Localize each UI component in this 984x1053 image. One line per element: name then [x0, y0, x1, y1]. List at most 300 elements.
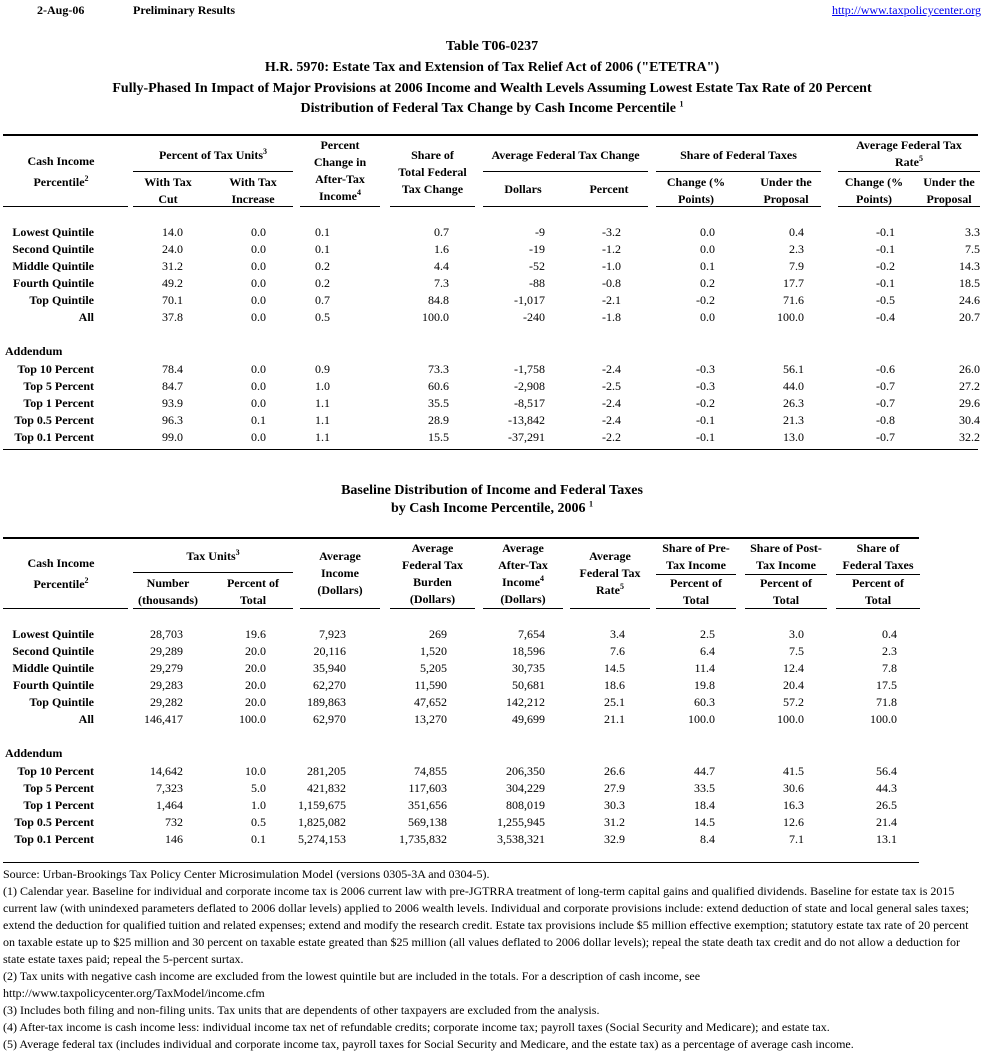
cell-rate-under-proposal: 20.7	[959, 310, 980, 324]
table-row	[0, 309, 984, 326]
cell-avg-tax-burden: 1,735,832	[399, 832, 447, 846]
col-with-tax-increase: With Tax Increase	[229, 175, 277, 206]
cell-avg-change-percent: -2.4	[602, 396, 621, 410]
cell-avg-change-percent: -1.2	[602, 242, 621, 256]
cell-number: 146,417	[144, 712, 183, 726]
cell-avg-after-tax-income: 50,681	[512, 678, 545, 692]
baseline-top-rule	[3, 537, 919, 539]
cell-rate-change-points: -0.1	[876, 276, 895, 290]
cell-avg-change-dollars: -13,842	[508, 413, 545, 427]
cell-avg-tax-burden: 269	[429, 627, 447, 641]
cell-pct-change-after-tax: 0.9	[315, 362, 330, 376]
row-label: Middle Quintile	[12, 259, 94, 273]
col-group-tax-units: Percent of Tax Units$^3$	[158, 147, 268, 162]
cell-share-pretax: 8.4	[700, 832, 715, 846]
cell-rate-under-proposal: 32.2	[959, 430, 980, 444]
cell-rate-under-proposal: 24.6	[959, 293, 980, 307]
cell-rate-change-points: -0.6	[876, 362, 895, 376]
row-label: Top 1 Percent	[23, 798, 94, 812]
cell-pct-change-after-tax: 1.1	[315, 396, 330, 410]
cell-with-tax-increase: 0.0	[251, 276, 266, 290]
cell-avg-change-dollars: -19	[529, 242, 545, 256]
cell-with-tax-cut: 93.9	[162, 396, 183, 410]
col-dollars: Dollars	[504, 182, 542, 196]
col-pct-change-after-tax: Percent Change in After-Tax Income$^4$	[313, 138, 367, 203]
cell-share-pretax: 60.3	[694, 695, 715, 709]
cell-avg-change-percent: -2.2	[602, 430, 621, 444]
cell-avg-change-percent: -1.8	[602, 310, 621, 324]
row-label: Top Quintile	[29, 695, 94, 709]
cell-share-total-change: 4.4	[434, 259, 449, 273]
cell-avg-change-percent: -0.8	[602, 276, 621, 290]
cell-avg-income: 1,825,082	[298, 815, 346, 829]
table-row	[0, 429, 984, 446]
cell-rate-change-points: -0.1	[876, 242, 895, 256]
cell-share-fed-taxes: 100.0	[870, 712, 897, 726]
footnote: (3) Includes both filing and non-filing units. Tax units that are dependents of other taxpayers are excluded from the analysis.	[3, 1003, 600, 1017]
table-row	[0, 626, 984, 643]
cell-share-posttax: 30.6	[783, 781, 804, 795]
cell-pct-change-after-tax: 0.2	[315, 276, 330, 290]
cell-avg-tax-rate: 26.6	[604, 764, 625, 778]
cell-with-tax-increase: 0.0	[251, 225, 266, 239]
cell-with-tax-cut: 99.0	[162, 430, 183, 444]
cell-avg-income: 62,270	[313, 678, 346, 692]
table-row	[0, 711, 984, 728]
cell-share-change-points: -0.1	[696, 413, 715, 427]
cell-percent-of-total: 20.0	[245, 661, 266, 675]
cell-share-change-points: 0.0	[700, 242, 715, 256]
cell-percent-of-total: 1.0	[251, 798, 266, 812]
table-row	[0, 395, 984, 412]
cell-avg-after-tax-income: 304,229	[506, 781, 545, 795]
cell-number: 29,289	[150, 644, 183, 658]
addendum-label: Addendum	[5, 746, 63, 760]
col-avg-tax-burden: Average Federal Tax Burden (Dollars)	[401, 541, 463, 606]
col-group-tax-units: Tax Units$^3$	[186, 548, 240, 563]
cell-rate-change-points: -0.4	[876, 310, 895, 324]
cell-avg-tax-burden: 13,270	[414, 712, 447, 726]
row-label: Top 5 Percent	[23, 379, 94, 393]
cell-rate-change-points: -0.5	[876, 293, 895, 307]
cell-share-fed-taxes: 21.4	[876, 815, 897, 829]
cell-share-total-change: 15.5	[428, 430, 449, 444]
col-group-avg-change: Average Federal Tax Change	[491, 148, 640, 162]
cell-pct-change-after-tax: 1.1	[315, 430, 330, 444]
row-label: Top 0.1 Percent	[14, 430, 94, 444]
cell-percent-of-total: 20.0	[245, 644, 266, 658]
cell-avg-tax-rate: 14.5	[604, 661, 625, 675]
footnote: (4) After-tax income is cash income less: individual income tax net of refundable credits; corporate income tax; payroll taxes (Social Security and Medicare); and estate tax.	[3, 1020, 830, 1034]
row-label: All	[78, 712, 94, 726]
cell-avg-income: 62,970	[313, 712, 346, 726]
row-label: Top 5 Percent	[23, 781, 94, 795]
cell-with-tax-cut: 14.0	[162, 225, 183, 239]
row-label: Top 0.5 Percent	[14, 815, 94, 829]
cell-share-posttax: 41.5	[783, 764, 804, 778]
cell-share-pretax: 19.8	[694, 678, 715, 692]
table-row	[0, 241, 984, 258]
cell-share-pretax: 18.4	[694, 798, 715, 812]
addendum-label: Addendum	[5, 344, 63, 358]
cell-rate-change-points: -0.8	[876, 413, 895, 427]
cell-avg-tax-rate: 27.9	[604, 781, 625, 795]
cell-percent-of-total: 0.5	[251, 815, 266, 829]
cell-share-posttax: 16.3	[783, 798, 804, 812]
cell-avg-tax-burden: 5,205	[420, 661, 447, 675]
cell-share-under-proposal: 0.4	[789, 225, 804, 239]
cell-share-change-points: -0.2	[696, 293, 715, 307]
cell-avg-change-dollars: -240	[523, 310, 545, 324]
cell-avg-income: 189,863	[307, 695, 346, 709]
row-label: Lowest Quintile	[12, 627, 94, 641]
row-label: Top 1 Percent	[23, 396, 94, 410]
cell-share-under-proposal: 56.1	[783, 362, 804, 376]
row-label: Top Quintile	[29, 293, 94, 307]
col-number: Number (thousands)	[137, 576, 199, 607]
row-label: Second Quintile	[12, 242, 94, 256]
cell-percent-of-total: 19.6	[245, 627, 266, 641]
cell-with-tax-cut: 31.2	[162, 259, 183, 273]
cell-share-under-proposal: 2.3	[789, 242, 804, 256]
cell-avg-income: 5,274,153	[298, 832, 346, 846]
cell-share-posttax: 20.4	[783, 678, 804, 692]
col-percent: Percent	[589, 182, 629, 196]
cell-with-tax-increase: 0.0	[251, 362, 266, 376]
cell-avg-tax-burden: 351,656	[408, 798, 447, 812]
row-label: All	[78, 310, 94, 324]
cell-share-pretax: 14.5	[694, 815, 715, 829]
cell-pct-change-after-tax: 0.2	[315, 259, 330, 273]
cell-avg-change-percent: -2.5	[602, 379, 621, 393]
cell-avg-change-percent: -2.4	[602, 362, 621, 376]
cell-avg-tax-burden: 569,138	[408, 815, 447, 829]
cell-number: 7,323	[156, 781, 183, 795]
col-avg-income: Average Income (Dollars)	[317, 549, 363, 597]
cell-avg-income: 20,116	[313, 644, 346, 658]
cell-with-tax-cut: 96.3	[162, 413, 183, 427]
col-share-posttax-income: Share of Post- Tax Income	[750, 541, 822, 572]
col-share-pretax-income: Share of Pre- Tax Income	[662, 541, 730, 572]
cell-percent-of-total: 20.0	[245, 678, 266, 692]
cell-number: 1,464	[156, 798, 183, 812]
col-group-avg-rate: Average Federal Tax Rate$^5$	[856, 138, 962, 169]
table-row	[0, 694, 984, 711]
table-row	[0, 814, 984, 831]
cell-avg-after-tax-income: 808,019	[506, 798, 545, 812]
cell-with-tax-cut: 70.1	[162, 293, 183, 307]
cell-avg-change-dollars: -52	[529, 259, 545, 273]
cell-percent-of-total: 10.0	[245, 764, 266, 778]
cell-pct-change-after-tax: 1.1	[315, 413, 330, 427]
cell-share-pretax: 100.0	[688, 712, 715, 726]
cell-with-tax-cut: 37.8	[162, 310, 183, 324]
footnotes	[3, 866, 978, 1053]
cell-share-posttax: 3.0	[789, 627, 804, 641]
table-row	[0, 797, 984, 814]
cell-avg-tax-rate: 18.6	[604, 678, 625, 692]
cell-share-change-points: -0.3	[696, 379, 715, 393]
cell-avg-tax-burden: 117,603	[408, 781, 447, 795]
cell-share-fed-taxes: 71.8	[876, 695, 897, 709]
cell-rate-change-points: -0.2	[876, 259, 895, 273]
table-subtitle: Fully-Phased In Impact of Major Provisions at 2006 Income and Wealth Levels Assuming Lowest Estate Tax Rate of 20 Percent	[112, 81, 872, 96]
cell-share-fed-taxes: 56.4	[876, 764, 897, 778]
col-rate-change-points: Change (% Points)	[844, 175, 904, 206]
cell-share-fed-taxes: 26.5	[876, 798, 897, 812]
cell-avg-after-tax-income: 3,538,321	[497, 832, 545, 846]
table-row	[0, 361, 984, 378]
table-row	[0, 412, 984, 429]
cell-share-total-change: 100.0	[422, 310, 449, 324]
cell-pct-change-after-tax: 0.1	[315, 225, 330, 239]
cell-share-posttax: 12.4	[783, 661, 804, 675]
cell-number: 732	[165, 815, 183, 829]
cell-avg-income: 1,159,675	[298, 798, 346, 812]
cell-avg-income: 35,940	[313, 661, 346, 675]
cell-rate-change-points: -0.7	[876, 430, 895, 444]
cell-rate-under-proposal: 7.5	[965, 242, 980, 256]
col-share-fed-taxes: Share of Federal Taxes	[842, 541, 914, 572]
cell-avg-tax-burden: 47,652	[414, 695, 447, 709]
table-row	[0, 378, 984, 395]
cell-share-under-proposal: 21.3	[783, 413, 804, 427]
cell-with-tax-cut: 84.7	[162, 379, 183, 393]
tpc-link[interactable]: http://www.taxpolicycenter.org	[832, 3, 981, 17]
cell-share-posttax: 7.1	[789, 832, 804, 846]
cell-share-change-points: -0.2	[696, 396, 715, 410]
col-percentile: Cash Income Percentile$^2$	[27, 154, 95, 189]
footnote: (5) Average federal tax (includes individual and corporate income tax, payroll taxes for Social Security and Medicare, and the estate tax) as a percentage of average cash income.	[3, 1037, 854, 1051]
table-row	[0, 831, 984, 848]
cell-share-posttax: 100.0	[777, 712, 804, 726]
col-percentile: Cash Income Percentile$^2$	[27, 556, 95, 591]
cell-share-fed-taxes: 44.3	[876, 781, 897, 795]
group-underline	[133, 171, 293, 172]
cell-avg-tax-burden: 11,590	[414, 678, 447, 692]
page-header	[0, 3, 984, 19]
cell-share-pretax: 11.4	[694, 661, 715, 675]
cell-share-pretax: 44.7	[694, 764, 715, 778]
table-row	[0, 292, 984, 309]
cell-rate-under-proposal: 27.2	[959, 379, 980, 393]
cell-share-total-change: 73.3	[428, 362, 449, 376]
cell-avg-change-dollars: -88	[529, 276, 545, 290]
table-number: Table T06-0237	[445, 39, 539, 54]
cell-share-total-change: 60.6	[428, 379, 449, 393]
cell-rate-under-proposal: 3.3	[965, 225, 980, 239]
cell-with-tax-increase: 0.0	[251, 379, 266, 393]
cell-percent-of-total: 100.0	[239, 712, 266, 726]
cell-with-tax-increase: 0.0	[251, 396, 266, 410]
table-row	[0, 677, 984, 694]
cell-with-tax-increase: 0.0	[251, 293, 266, 307]
footnote: (1) Calendar year. Baseline for individual and corporate income tax is 2006 current law with pre-JGTRRA treatment of long-term capital gains and qualified dividends. Baseline for estate tax is 2015 current law (with unindexed parameters deflated to 2006 dollar levels) applied to 2006 wealth levels. Individual and corporate provisions include: extend deduction of state and local general sales taxes; extend the deduction for qualified tuition and related expenses; extend and modify the research credit. Estate tax provisions include $5 million effective exemption; statutory estate tax rate of 20 percent on taxable estate up to $25 million and 30 percent on taxable estate greated than $25 million (all values deflated to 2006 dollar levels); repeal the state death tax credit and do not allow a deduction for state estate taxes paid; repeal the 5-percent surtax.	[3, 884, 970, 966]
cell-pct-change-after-tax: 0.7	[315, 293, 330, 307]
footnote: (2) Tax units with negative cash income are excluded from the lowest quintile but are included in the totals. For a description of cash income, see	[3, 969, 701, 983]
cell-share-change-points: 0.1	[700, 259, 715, 273]
cell-with-tax-cut: 24.0	[162, 242, 183, 256]
cell-share-pretax: 6.4	[700, 644, 715, 658]
cell-avg-after-tax-income: 206,350	[506, 764, 545, 778]
cell-avg-change-dollars: -2,908	[514, 379, 545, 393]
report-status: Preliminary Results	[133, 3, 236, 17]
cell-share-under-proposal: 100.0	[777, 310, 804, 324]
cell-share-total-change: 84.8	[428, 293, 449, 307]
cell-avg-income: 421,832	[307, 781, 346, 795]
col-share-total-change: Share of Total Federal Tax Change	[398, 148, 467, 196]
table-top-rule	[3, 134, 978, 136]
cell-pct-change-after-tax: 0.1	[315, 242, 330, 256]
cell-with-tax-cut: 49.2	[162, 276, 183, 290]
cell-share-pretax: 2.5	[700, 627, 715, 641]
col-share-change-points: Change (% Points)	[666, 175, 726, 206]
cell-with-tax-increase: 0.0	[251, 259, 266, 273]
cell-share-total-change: 1.6	[434, 242, 449, 256]
table-row	[0, 643, 984, 660]
cell-avg-change-percent: -2.1	[602, 293, 621, 307]
footnote: http://www.taxpolicycenter.org/TaxModel/income.cfm	[3, 986, 265, 1000]
cell-share-posttax: 12.6	[783, 815, 804, 829]
cell-rate-under-proposal: 26.0	[959, 362, 980, 376]
cell-avg-tax-rate: 32.9	[604, 832, 625, 846]
cell-with-tax-cut: 78.4	[162, 362, 183, 376]
cell-percent-of-total: 5.0	[251, 781, 266, 795]
cell-number: 29,282	[150, 695, 183, 709]
cell-share-change-points: 0.2	[700, 276, 715, 290]
cell-share-fed-taxes: 0.4	[882, 627, 897, 641]
cell-avg-income: 7,923	[319, 627, 346, 641]
table-bottom-rule	[3, 449, 978, 450]
baseline-title: Baseline Distribution of Income and Federal Taxes	[341, 483, 643, 498]
cell-avg-tax-rate: 7.6	[610, 644, 625, 658]
cell-avg-after-tax-income: 1,255,945	[497, 815, 545, 829]
cell-share-under-proposal: 17.7	[783, 276, 804, 290]
cell-percent-of-total: 20.0	[245, 695, 266, 709]
cell-rate-under-proposal: 18.5	[959, 276, 980, 290]
cell-share-posttax: 7.5	[789, 644, 804, 658]
col-rate-under-proposal: Under the Proposal	[923, 175, 975, 206]
cell-with-tax-increase: 0.0	[251, 242, 266, 256]
row-label: Top 0.5 Percent	[14, 413, 94, 427]
row-label: Fourth Quintile	[12, 678, 94, 692]
row-label: Top 10 Percent	[17, 764, 94, 778]
cell-pct-change-after-tax: 0.5	[315, 310, 330, 324]
cell-share-total-change: 28.9	[428, 413, 449, 427]
cell-share-under-proposal: 71.6	[783, 293, 804, 307]
table-caption: Distribution of Federal Tax Change by Cash Income Percentile $^1$	[300, 99, 684, 116]
cell-avg-change-dollars: -37,291	[508, 430, 545, 444]
cell-rate-change-points: -0.7	[876, 379, 895, 393]
cell-avg-change-dollars: -1,017	[514, 293, 545, 307]
cell-avg-after-tax-income: 7,654	[518, 627, 545, 641]
table-row	[0, 275, 984, 292]
cell-avg-after-tax-income: 142,212	[506, 695, 545, 709]
cell-with-tax-increase: 0.0	[251, 310, 266, 324]
cell-share-change-points: -0.1	[696, 430, 715, 444]
cell-share-under-proposal: 26.3	[783, 396, 804, 410]
cell-rate-under-proposal: 29.6	[959, 396, 980, 410]
cell-share-posttax: 57.2	[783, 695, 804, 709]
cell-share-total-change: 7.3	[434, 276, 449, 290]
cell-avg-tax-burden: 74,855	[414, 764, 447, 778]
baseline-subtitle: by Cash Income Percentile, 2006 $^1$	[390, 499, 594, 516]
cell-avg-change-percent: -2.4	[602, 413, 621, 427]
cell-share-under-proposal: 13.0	[783, 430, 804, 444]
cell-share-fed-taxes: 13.1	[876, 832, 897, 846]
col-group-share-fed: Share of Federal Taxes	[680, 148, 797, 162]
baseline-bottom-rule	[3, 862, 919, 863]
report-date: 2-Aug-06	[37, 3, 85, 17]
cell-share-fed-taxes: 7.8	[882, 661, 897, 675]
cell-rate-under-proposal: 14.3	[959, 259, 980, 273]
row-label: Middle Quintile	[12, 661, 94, 675]
table-title: H.R. 5970: Estate Tax and Extension of Tax Relief Act of 2006 ("ETETRA")	[264, 60, 720, 75]
cell-share-under-proposal: 44.0	[783, 379, 804, 393]
row-label: Fourth Quintile	[12, 276, 94, 290]
col-share-under-proposal: Under the Proposal	[760, 175, 812, 206]
cell-avg-change-dollars: -8,517	[514, 396, 545, 410]
cell-number: 146	[165, 832, 183, 846]
cell-avg-tax-burden: 1,520	[420, 644, 447, 658]
row-label: Top 0.1 Percent	[14, 832, 94, 846]
table-row	[0, 660, 984, 677]
cell-avg-change-dollars: -9	[535, 225, 545, 239]
cell-avg-income: 281,205	[307, 764, 346, 778]
cell-avg-change-percent: -1.0	[602, 259, 621, 273]
cell-avg-after-tax-income: 30,735	[512, 661, 545, 675]
cell-number: 29,279	[150, 661, 183, 675]
cell-avg-tax-rate: 3.4	[610, 627, 625, 641]
row-label: Top 10 Percent	[17, 362, 94, 376]
table-row	[0, 224, 984, 241]
cell-avg-after-tax-income: 49,699	[512, 712, 545, 726]
cell-avg-change-dollars: -1,758	[514, 362, 545, 376]
cell-rate-change-points: -0.1	[876, 225, 895, 239]
cell-share-pretax: 33.5	[694, 781, 715, 795]
source-note: Source: Urban-Brookings Tax Policy Center Microsimulation Model (versions 0305-3A and 0304-5).	[3, 867, 490, 881]
cell-avg-tax-rate: 25.1	[604, 695, 625, 709]
cell-share-change-points: -0.3	[696, 362, 715, 376]
cell-avg-tax-rate: 21.1	[604, 712, 625, 726]
cell-avg-change-percent: -3.2	[602, 225, 621, 239]
table-row	[0, 763, 984, 780]
table-row	[0, 258, 984, 275]
col-avg-after-tax-income: Average After-Tax Income$^4$ (Dollars)	[498, 541, 548, 606]
cell-share-change-points: 0.0	[700, 225, 715, 239]
cell-avg-after-tax-income: 18,596	[512, 644, 545, 658]
row-label: Second Quintile	[12, 644, 94, 658]
col-percent-of-total: Percent of Total	[226, 576, 280, 607]
cell-percent-of-total: 0.1	[251, 832, 266, 846]
table-row	[0, 780, 984, 797]
cell-share-fed-taxes: 2.3	[882, 644, 897, 658]
cell-pct-change-after-tax: 1.0	[315, 379, 330, 393]
cell-share-fed-taxes: 17.5	[876, 678, 897, 692]
cell-avg-tax-rate: 31.2	[604, 815, 625, 829]
cell-with-tax-increase: 0.0	[251, 430, 266, 444]
cell-number: 28,703	[150, 627, 183, 641]
cell-avg-tax-rate: 30.3	[604, 798, 625, 812]
col-avg-tax-rate: Average Federal Tax Rate$^5$	[579, 549, 641, 597]
cell-share-change-points: 0.0	[700, 310, 715, 324]
cell-share-total-change: 0.7	[434, 225, 449, 239]
cell-rate-under-proposal: 30.4	[959, 413, 980, 427]
cell-with-tax-increase: 0.1	[251, 413, 266, 427]
col-with-tax-cut: With Tax Cut	[144, 175, 192, 206]
cell-share-total-change: 35.5	[428, 396, 449, 410]
cell-rate-change-points: -0.7	[876, 396, 895, 410]
